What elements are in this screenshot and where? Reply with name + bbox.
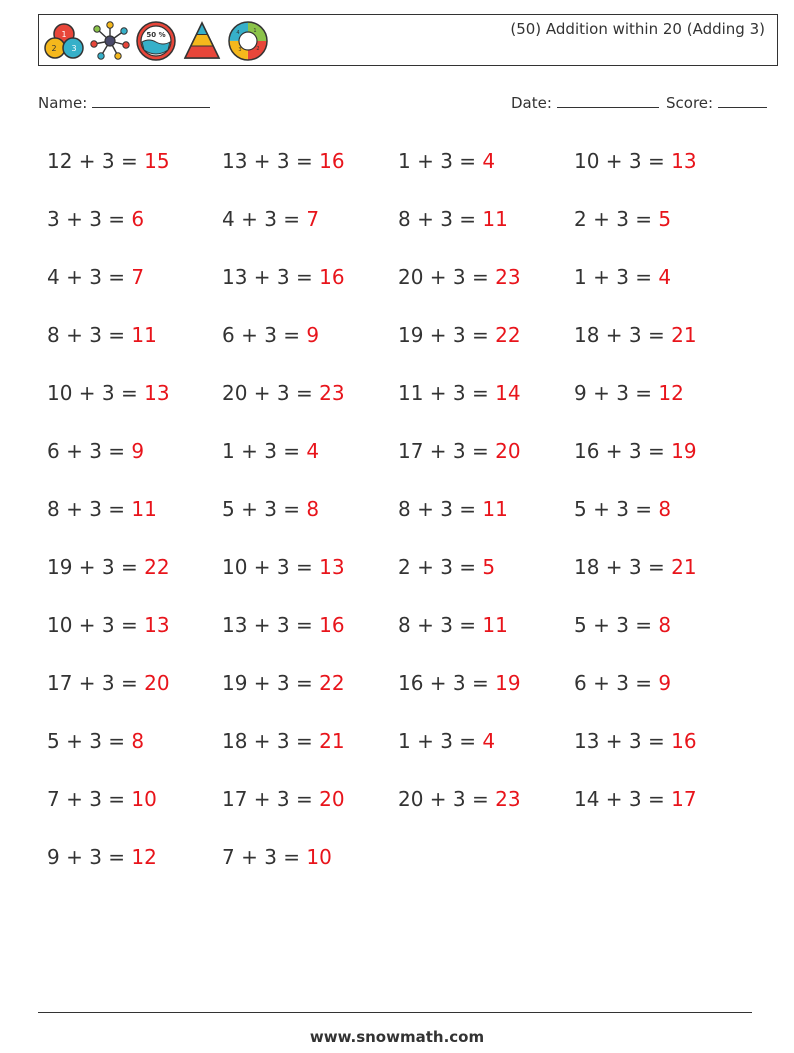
donut-mark-3: 3	[238, 47, 242, 53]
venn-mark-2: 2	[51, 44, 57, 53]
problem-answer: 21	[671, 555, 697, 579]
problem-item	[47, 665, 222, 723]
problem-question: 13 + 3 =	[222, 265, 320, 289]
problem-question: 19 + 3 =	[47, 555, 145, 579]
footer-url: www.snowmath.com	[309, 1028, 485, 1046]
problem-question: 19 + 3 =	[222, 671, 320, 695]
header-box	[38, 14, 778, 66]
problem-answer: 12	[658, 381, 684, 405]
problem-item	[47, 375, 222, 433]
problem-question: 9 + 3 =	[47, 845, 132, 869]
problem-item	[47, 723, 222, 781]
problem-answer: 19	[671, 439, 697, 463]
problem-answer: 11	[131, 323, 157, 347]
score-label: Score:	[666, 94, 714, 112]
problem-question: 18 + 3 =	[222, 729, 320, 753]
problem-question: 8 + 3 =	[47, 497, 132, 521]
problem-question: 20 + 3 =	[398, 265, 496, 289]
donut-mark-4: 4	[236, 30, 240, 36]
problem-question: 20 + 3 =	[398, 787, 496, 811]
problem-answer: 8	[131, 729, 145, 753]
problem-answer: 4	[482, 729, 496, 753]
problem-question: 10 + 3 =	[574, 149, 672, 173]
problem-answer: 20	[144, 671, 170, 695]
problem-question: 14 + 3 =	[574, 787, 672, 811]
problem-item	[47, 317, 222, 375]
problem-answer: 16	[319, 265, 345, 289]
problem-answer: 23	[495, 265, 521, 289]
problem-item	[222, 723, 398, 781]
network-icon	[89, 20, 131, 62]
problem-question: 13 + 3 =	[222, 149, 320, 173]
problem-question: 12 + 3 =	[47, 149, 145, 173]
percent-bowl-icon	[135, 20, 177, 62]
problem-answer: 16	[319, 149, 345, 173]
problem-grid	[47, 143, 747, 897]
problem-item	[47, 781, 222, 839]
problem-question: 13 + 3 =	[222, 613, 320, 637]
problem-item	[47, 433, 222, 491]
problem-item	[574, 607, 747, 665]
problem-answer: 13	[671, 149, 697, 173]
problem-question: 18 + 3 =	[574, 323, 672, 347]
problem-item	[574, 549, 747, 607]
problem-question: 8 + 3 =	[398, 497, 483, 521]
problem-answer: 8	[306, 497, 320, 521]
problem-item	[398, 375, 574, 433]
problem-question: 1 + 3 =	[574, 265, 659, 289]
problem-item	[47, 549, 222, 607]
problem-question: 20 + 3 =	[222, 381, 320, 405]
problem-answer: 12	[131, 845, 157, 869]
problem-answer: 21	[319, 729, 345, 753]
problem-answer: 22	[144, 555, 170, 579]
problem-question: 2 + 3 =	[574, 207, 659, 231]
problem-answer: 10	[306, 845, 332, 869]
icon-strip	[43, 19, 269, 63]
problem-item	[574, 665, 747, 723]
footer-divider	[38, 1012, 752, 1013]
problem-answer: 7	[306, 207, 320, 231]
donut-chart-icon	[227, 20, 269, 62]
problem-item	[574, 723, 747, 781]
problem-answer: 5	[658, 207, 672, 231]
problem-item	[222, 491, 398, 549]
problem-answer: 11	[482, 207, 508, 231]
problem-answer: 13	[144, 613, 170, 637]
problem-answer: 16	[319, 613, 345, 637]
problem-answer: 22	[495, 323, 521, 347]
problem-question: 8 + 3 =	[47, 323, 132, 347]
problem-item	[47, 201, 222, 259]
problem-item	[398, 781, 574, 839]
problem-answer: 11	[482, 497, 508, 521]
problem-answer: 16	[671, 729, 697, 753]
problem-item	[222, 665, 398, 723]
problem-item	[222, 433, 398, 491]
problem-answer: 21	[671, 323, 697, 347]
problem-answer: 13	[144, 381, 170, 405]
problem-question: 4 + 3 =	[222, 207, 307, 231]
problem-answer: 9	[131, 439, 145, 463]
problem-item	[398, 259, 574, 317]
problem-item	[222, 781, 398, 839]
problem-answer: 11	[482, 613, 508, 637]
score-field[interactable]	[666, 93, 767, 112]
problem-item	[398, 491, 574, 549]
problem-answer: 11	[131, 497, 157, 521]
problem-question: 7 + 3 =	[47, 787, 132, 811]
problem-question: 4 + 3 =	[47, 265, 132, 289]
problem-answer: 4	[306, 439, 320, 463]
problem-question: 17 + 3 =	[222, 787, 320, 811]
problem-question: 6 + 3 =	[47, 439, 132, 463]
problem-question: 5 + 3 =	[222, 497, 307, 521]
problem-question: 10 + 3 =	[47, 381, 145, 405]
problem-question: 19 + 3 =	[398, 323, 496, 347]
donut-mark-2: 2	[256, 46, 260, 52]
problem-answer: 23	[495, 787, 521, 811]
problem-question: 1 + 3 =	[398, 729, 483, 753]
problem-item	[398, 607, 574, 665]
problem-item	[398, 201, 574, 259]
problem-answer: 13	[319, 555, 345, 579]
problem-item	[222, 317, 398, 375]
problem-question: 1 + 3 =	[398, 149, 483, 173]
problem-answer: 4	[482, 149, 496, 173]
problem-question: 13 + 3 =	[574, 729, 672, 753]
problem-answer: 6	[131, 207, 145, 231]
problem-item	[222, 143, 398, 201]
problem-item	[574, 143, 747, 201]
problem-question: 2 + 3 =	[398, 555, 483, 579]
problem-question: 8 + 3 =	[398, 207, 483, 231]
problem-answer: 9	[658, 671, 672, 695]
problem-question: 6 + 3 =	[222, 323, 307, 347]
problem-answer: 8	[658, 613, 672, 637]
problem-question: 9 + 3 =	[574, 381, 659, 405]
venn-circles-icon	[43, 20, 85, 62]
date-label: Date:	[511, 94, 552, 112]
problem-item	[222, 201, 398, 259]
problem-answer: 23	[319, 381, 345, 405]
problem-question: 11 + 3 =	[398, 381, 496, 405]
donut-mark-1: 1	[253, 28, 257, 34]
problem-question: 16 + 3 =	[398, 671, 496, 695]
problem-item	[398, 549, 574, 607]
venn-mark-1: 1	[61, 30, 67, 39]
problem-answer: 5	[482, 555, 496, 579]
problem-answer: 19	[495, 671, 521, 695]
problem-question: 3 + 3 =	[47, 207, 132, 231]
problem-item	[398, 665, 574, 723]
problem-item	[398, 723, 574, 781]
problem-answer: 15	[144, 149, 170, 173]
problem-answer: 14	[495, 381, 521, 405]
problem-answer: 17	[671, 787, 697, 811]
problem-question: 10 + 3 =	[222, 555, 320, 579]
problem-answer: 20	[319, 787, 345, 811]
problem-item	[574, 491, 747, 549]
problem-question: 1 + 3 =	[222, 439, 307, 463]
problem-item	[222, 607, 398, 665]
problem-item	[47, 491, 222, 549]
venn-mark-3: 3	[71, 44, 77, 53]
problem-item	[47, 839, 222, 897]
problem-item	[398, 317, 574, 375]
problem-question: 5 + 3 =	[574, 497, 659, 521]
date-blank-line[interactable]	[557, 93, 659, 108]
problem-item	[47, 259, 222, 317]
problem-item	[222, 839, 398, 897]
problem-item	[574, 317, 747, 375]
bowl-percent-mark: 50 %	[146, 31, 166, 39]
problem-question: 16 + 3 =	[574, 439, 672, 463]
problem-question: 10 + 3 =	[47, 613, 145, 637]
problem-item	[222, 549, 398, 607]
problem-answer: 7	[131, 265, 145, 289]
problem-answer: 10	[131, 787, 157, 811]
problem-question: 8 + 3 =	[398, 613, 483, 637]
problem-item	[47, 143, 222, 201]
problem-item	[47, 607, 222, 665]
worksheet-title: (50) Addition within 20 (Adding 3)	[510, 20, 765, 38]
problem-item	[398, 433, 574, 491]
score-blank-line[interactable]	[718, 93, 767, 108]
problem-item	[398, 143, 574, 201]
problem-item	[222, 259, 398, 317]
problem-answer: 4	[658, 265, 672, 289]
problem-item	[222, 375, 398, 433]
problem-item	[574, 259, 747, 317]
problem-item	[574, 201, 747, 259]
problem-question: 5 + 3 =	[47, 729, 132, 753]
problem-answer: 22	[319, 671, 345, 695]
problem-answer: 9	[306, 323, 320, 347]
problem-question: 18 + 3 =	[574, 555, 672, 579]
problem-question: 17 + 3 =	[47, 671, 145, 695]
problem-question: 17 + 3 =	[398, 439, 496, 463]
problem-question: 6 + 3 =	[574, 671, 659, 695]
problem-item	[574, 781, 747, 839]
problem-question: 7 + 3 =	[222, 845, 307, 869]
date-field[interactable]	[511, 93, 659, 112]
name-field[interactable]	[38, 93, 210, 112]
problem-item	[574, 375, 747, 433]
name-blank-line[interactable]	[92, 93, 210, 108]
problem-item	[574, 433, 747, 491]
problem-answer: 20	[495, 439, 521, 463]
problem-question: 5 + 3 =	[574, 613, 659, 637]
problem-answer: 8	[658, 497, 672, 521]
name-label: Name:	[38, 94, 88, 112]
pyramid-icon	[181, 20, 223, 62]
